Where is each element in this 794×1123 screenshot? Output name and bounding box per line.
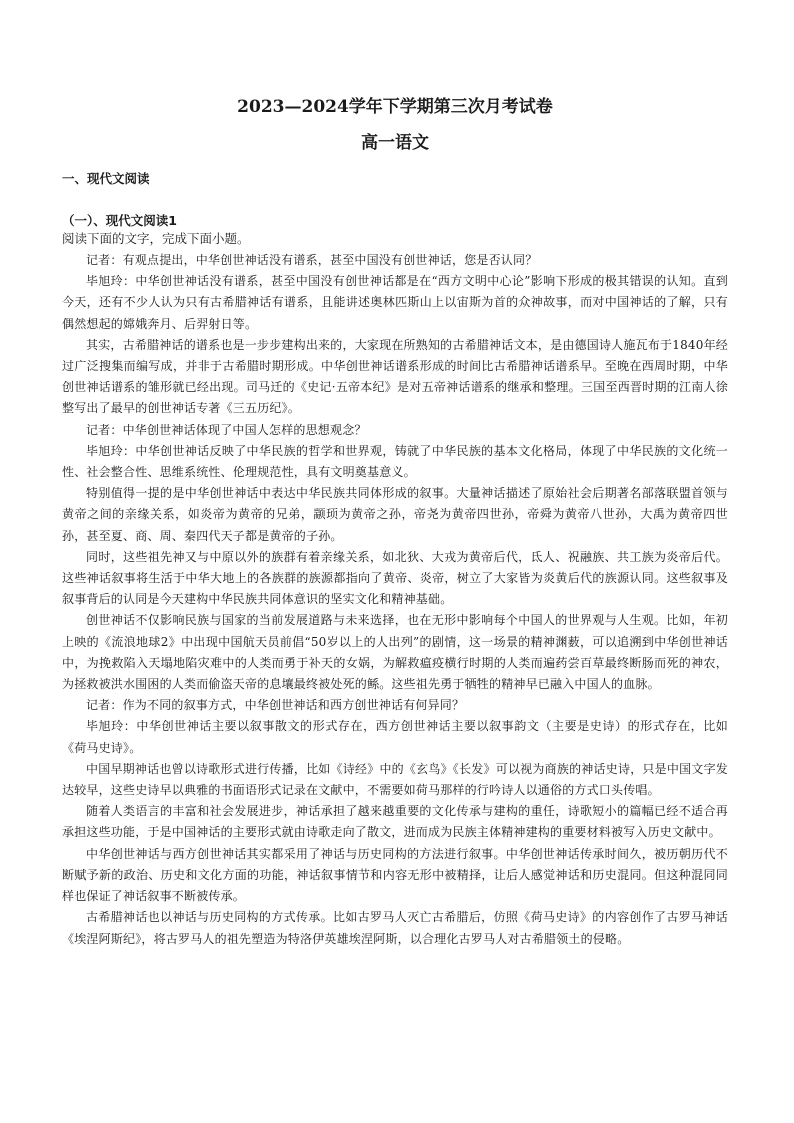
passage-paragraph: 记者：作为不同的叙事方式，中华创世神话和西方创世神话有何异同？ <box>86 698 465 713</box>
subject-title: 高一语文 <box>361 133 429 153</box>
reading-passage <box>62 250 728 950</box>
passage-paragraph: 毕旭玲：中华创世神话没有谱系，甚至中国没有创世神话都是在“西方文明中心论”影响下形成的极其错误的认知。直到今天，还有不少人认为只有古希腊神话有谱系，且能讲述奥林匹斯山上以宙斯为首的众神故事，而对中国神话的了解，只有偶然想起的嫦娥奔月、后羿射日等。 <box>62 274 728 331</box>
subsection-heading: （一）、现代文阅读1 <box>62 213 177 228</box>
passage-paragraph: 古希腊神话也以神话与历史同构的方式传承。比如古罗马人灭亡古希腊后，仿照《荷马史诗》的内容创作了古罗马神话《埃涅阿斯纪》，将古罗马人的祖先塑造为特洛伊英雄埃涅阿斯，以合理化古罗马人对古希腊领土的侵略。 <box>62 910 728 946</box>
passage-paragraph: 毕旭玲：中华创世神话反映了中华民族的哲学和世界观，铸就了中华民族的基本文化格局，体现了中华民族的文化统一性、社会整合性、思维系统性、伦理规范性，具有文明奠基意义。 <box>62 443 728 480</box>
passage-paragraph: 中华创世神话与西方创世神话其实都采用了神话与历史同构的方法进行叙事。中华创世神话传承时间久，被历朝历代不断赋予新的政治、历史和文化方面的功能，神话叙事情节和内容无形中被精择，让后人感觉神话和历史混同。但这种混同同样也保证了神话叙事不断被传承。 <box>62 846 728 904</box>
reading-instruction: 阅读下面的文字，完成下面小题。 <box>62 231 250 246</box>
exam-title: 2023—2024学年下学期第三次月考试卷 <box>237 97 553 117</box>
passage-paragraph: 中国早期神话也曾以诗歌形式进行传播，比如《诗经》中的《玄鸟》《长发》可以视为商族的神话史诗，只是中国文字发达较早，这些史诗早以典雅的书面语形式记录在文献中，不需要如荷马那样的行吟诗人以通俗的方式口头传唱。 <box>62 761 728 798</box>
passage-paragraph: 创世神话不仅影响民族与国家的当前发展道路与未来选择，也在无形中影响每个中国人的世界观与人生观。比如，年初上映的《流浪地球2》中出现中国航天员前倡“50岁以上的人出列”的剧情，这一场景的精神渊薮，可以追溯到中华创世神话中，为挽救陷入天塌地陷灾难中的人类而勇于补天的女娲，为解救瘟疫横行时期的人类而遍药尝百草最终断肠而死的神农，为拯救被洪水围困的人类而偷盗天帝的息壤最终被处死的鲧。这些祖先勇于牺牲的精神早已融入中国人的血脉。 <box>62 613 728 692</box>
passage-paragraph: 记者：中华创世神话体现了中国人怎样的思想观念？ <box>86 422 367 437</box>
passage-paragraph: 同时，这些祖先神又与中原以外的族群有着亲缘关系，如北狄、大戎为黄帝后代，氐人、祝融族、共工族为炎帝后代。这些神话叙事将生活于中华大地上的各族群的族源都指向了黄帝、炎帝，树立了大家皆为炎黄后代的族源认同。这些叙事及叙事背后的认同是今天建构中华民族共同体意识的坚实文化和精神基础。 <box>62 549 728 607</box>
section-heading: 一、现代文阅读 <box>62 171 150 186</box>
passage-paragraph: 随着人类语言的丰富和社会发展进步，神话承担了越来越重要的文化传承与建构的重任，诗歌短小的篇幅已经不适合再承担这些功能，于是中国神话的主要形式就由诗歌走向了散文，进而成为民族主体精神建构的重要材料被写入历史文献中。 <box>62 804 728 840</box>
passage-paragraph: 其实，古希腊神话的谱系也是一步步建构出来的，大家现在所熟知的古希腊神话文本，是由德国诗人施瓦布于1840年经过广泛搜集而编写成，并非于古希腊时期形成。中华创世神话谱系形成的时间比古希腊神话谱系早。至晚在西周时期，中华创世神话谱系的雏形就已经出现。司马迁的《史记·五帝本纪》是对五帝神话谱系的继承和整理。三国至西晋时期的江南人徐整写出了最早的创世神话专著《三五历纪》。 <box>62 337 728 416</box>
passage-paragraph: 记者：有观点提出，中华创世神话没有谱系，甚至中国没有创世神话，您是否认同？ <box>86 253 538 267</box>
passage-paragraph: 毕旭玲：中华创世神话主要以叙事散文的形式存在，西方创世神话主要以叙事韵文（主要是史诗）的形式存在，比如《荷马史诗》。 <box>62 719 728 755</box>
passage-paragraph: 特别值得一提的是中华创世神话中表达中华民族共同体形成的叙事。大量神话描述了原始社会后期著名部落联盟首领与黄帝之间的亲缘关系，如炎帝为黄帝的兄弟，颛顼为黄帝之孙，帝尧为黄帝四世孙，帝舜为黄帝八世孙，大禹为黄帝四世孙，甚至夏、商、周、秦四代天子都是黄帝的子孙。 <box>62 486 728 543</box>
